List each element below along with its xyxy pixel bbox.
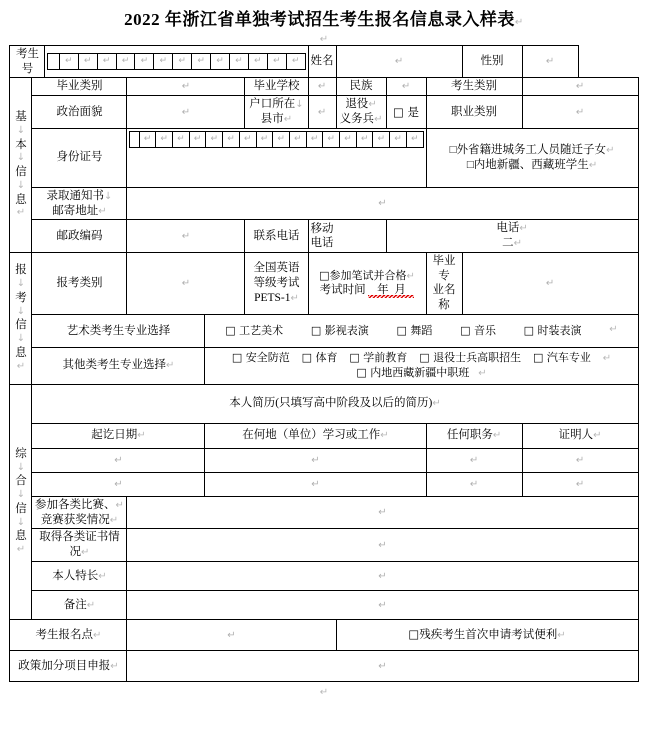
candidate-type-label: 考生类别	[426, 78, 522, 96]
empty-mark: ↵	[545, 278, 555, 290]
resume-header-position-text: 任何职务	[446, 429, 493, 442]
political-value[interactable]	[127, 96, 245, 129]
art-option-craft[interactable]: □ 工艺美术	[225, 323, 284, 337]
awards-label: 参加各类比赛、↵ 竞赛获奖情况↵	[32, 496, 127, 529]
migrant-checkbox-label: □外省籍进城务工人员随迁子女	[449, 144, 607, 157]
empty-mark: ↵	[235, 55, 243, 66]
resume-header-date: 起讫日期↵	[32, 423, 205, 448]
table-row-resume-title	[10, 384, 638, 423]
resume-cell-witness[interactable]	[522, 472, 638, 496]
exam-no-box[interactable]	[116, 53, 135, 70]
table-row-mailing-address	[10, 187, 638, 220]
id-box[interactable]	[222, 131, 239, 148]
empty-mark: ↵	[575, 478, 585, 490]
empty-mark: ↵	[114, 454, 123, 466]
id-box[interactable]	[322, 131, 339, 148]
phone2-label: 电话↵ 二↵	[386, 220, 638, 253]
table-row-certificates	[10, 529, 638, 562]
other-option-security[interactable]: □ 安全防范	[231, 351, 290, 365]
specialty-value[interactable]	[127, 562, 638, 591]
pets-exam-time-label: 考试时间	[319, 284, 366, 297]
empty-mark: ↵	[378, 599, 387, 611]
household-label-l2: 县市	[260, 113, 284, 126]
table-row-remark	[10, 591, 638, 620]
gender-value[interactable]	[522, 46, 578, 78]
grad-type-value[interactable]	[127, 78, 245, 96]
table-row-apply-type	[10, 253, 638, 315]
empty-mark: ↵	[317, 81, 327, 93]
empty-mark: ↵	[378, 507, 387, 519]
section-apply-label	[10, 253, 32, 385]
other-option-sports[interactable]: □ 体育	[301, 351, 338, 365]
table-row-art-majors	[10, 314, 638, 347]
empty-mark: ↵	[291, 55, 300, 66]
empty-mark: ↵	[243, 133, 252, 144]
section-apply-ch: 考 ↓	[15, 291, 27, 317]
resume-cell-position[interactable]	[426, 448, 522, 472]
remark-label-text: 备注	[63, 598, 87, 611]
section-basic-label	[10, 78, 32, 253]
section-comprehensive-label	[10, 384, 32, 619]
empty-mark: ↵	[378, 539, 387, 551]
grad-major-label-l2: 业名称	[432, 284, 456, 312]
section-comprehensive-ch: 信 ↓	[15, 502, 27, 528]
mobile-phone-label	[308, 220, 386, 253]
table-row-id-number	[10, 128, 638, 187]
id-box[interactable]	[306, 131, 323, 148]
bottom-spacer	[0, 682, 648, 698]
awards-label-l1: 参加各类比赛、	[35, 498, 116, 511]
registration-site-label-text: 考生报名点	[35, 628, 93, 641]
empty-mark: ↵	[469, 478, 479, 490]
policy-bonus-value[interactable]	[127, 651, 638, 682]
empty-mark: ↵	[272, 55, 281, 66]
id-box[interactable]	[389, 131, 406, 148]
resume-header-place-text: 在何地（单位）学习或工作	[242, 429, 381, 442]
household-label: 户口所在↓ 县市↵	[245, 96, 308, 129]
veteran-yes-checkbox[interactable]: □ 是	[386, 96, 426, 129]
empty-mark: ↵	[143, 133, 152, 144]
pets-label-l3: PETS-1	[254, 291, 291, 304]
empty-mark: ↵	[344, 133, 352, 144]
certificates-value[interactable]	[127, 529, 638, 562]
resume-header-witness-text: 证明人	[558, 429, 594, 442]
id-box[interactable]	[155, 131, 172, 148]
pets-written-exam-label: □参加笔试并合格	[319, 268, 407, 282]
art-option-music[interactable]: □ 音乐	[460, 323, 496, 337]
id-box[interactable]	[139, 131, 156, 148]
certificates-label: 取得各类证书情况↵	[32, 529, 127, 562]
grad-school-label: 毕业学校	[245, 78, 308, 96]
resume-cell-witness[interactable]	[522, 448, 638, 472]
resume-cell-place[interactable]	[205, 448, 426, 472]
pets-label-l1: 全国英语	[253, 262, 300, 275]
pets-written-exam-checkbox[interactable]: □参加笔试并合格↵	[319, 268, 415, 282]
registration-site-value[interactable]	[127, 620, 336, 651]
table-row-other-majors	[10, 347, 638, 384]
empty-mark: ↵	[310, 133, 319, 144]
empty-mark: ↵	[197, 55, 205, 66]
section-apply-ch: 息 ↵	[15, 346, 27, 372]
empty-mark: ↵	[210, 133, 219, 144]
id-label: 身份证号	[32, 128, 127, 187]
mail-address-value[interactable]	[127, 187, 638, 220]
art-option-dance[interactable]: □ 舞蹈	[396, 323, 433, 337]
candidate-type-value[interactable]	[522, 78, 638, 96]
specialty-label: 本人特长↵	[32, 562, 127, 591]
id-box[interactable]	[256, 131, 273, 148]
other-option-tibet-xinjiang-class[interactable]: □ 内地西藏新疆中职班	[356, 365, 470, 379]
political-label: 政治面貌	[32, 96, 127, 129]
empty-mark: ↵	[294, 133, 302, 144]
mobile-phone-label-l1: 移动	[310, 222, 334, 235]
empty-mark: ↵	[181, 278, 191, 290]
resume-header-date-text: 起讫日期	[91, 429, 138, 442]
grad-major-label	[426, 253, 462, 315]
empty-mark: ↵	[378, 660, 387, 672]
empty-mark: ↵	[83, 55, 92, 66]
certificates-label-text: 取得各类证书情况	[39, 531, 120, 559]
pilcrow-mark: ↵	[319, 34, 329, 45]
occupation-label: 职业类别	[426, 96, 522, 129]
ethnicity-label: 民族	[336, 78, 386, 96]
empty-mark: ↵	[193, 133, 202, 144]
table-row-political	[10, 96, 638, 129]
household-value[interactable]	[308, 96, 336, 129]
grad-major-value[interactable]	[462, 253, 638, 315]
id-box[interactable]	[289, 131, 306, 148]
art-major-label: 艺术类考生专业选择	[32, 314, 205, 347]
other-major-options-line2: □ 内地西藏新疆中职班 ↵	[356, 365, 487, 379]
policy-bonus-label-text: 政策加分项目申报	[18, 659, 111, 672]
empty-mark: ↵	[469, 454, 479, 466]
exam-no-box[interactable]	[97, 53, 116, 70]
apply-type-label: 报考类别	[32, 253, 127, 315]
postcode-label: 邮政编码	[32, 220, 127, 253]
disabled-accommodation-checkbox[interactable]: □残疾考生首次申请考试便利↵	[336, 620, 638, 651]
special-status-checkbox-group	[426, 128, 638, 187]
resume-cell-date[interactable]	[32, 472, 205, 496]
pets-detail-cell	[308, 253, 426, 315]
empty-mark: ↵	[317, 106, 327, 118]
veteran-label: 退役↵ 义务兵↵	[336, 96, 386, 129]
exam-no-box[interactable]	[78, 53, 97, 70]
veteran-label-l2: 义务兵	[339, 113, 375, 126]
contact-phone-label: 联系电话	[245, 220, 308, 253]
other-option-preschool-education[interactable]: □ 学前教育	[349, 351, 408, 365]
section-basic-ch: 基 ↓	[15, 111, 27, 136]
other-major-label-text: 其他类考生专业选择	[62, 359, 166, 372]
empty-mark: ↵	[401, 81, 411, 93]
section-comprehensive-ch: 合 ↓	[15, 475, 27, 501]
art-major-options-cell	[205, 314, 638, 347]
migrant-checkbox[interactable]: □外省籍进城务工人员随迁子女↵	[449, 144, 615, 157]
art-option-film-performance[interactable]: □ 影视表演	[310, 323, 369, 337]
other-major-options-line1: □ 安全防范 □ 体育 □ 学前教育 □ 退役士兵高职招生 □ 汽车专业 ↵	[231, 351, 612, 365]
occupation-value[interactable]	[522, 96, 638, 129]
section-basic-ch: 信 ↓	[15, 166, 27, 191]
mobile-phone-label-l2: 电话	[310, 237, 334, 250]
table-row-registration-site	[10, 620, 638, 651]
exam-no-box[interactable]	[134, 53, 153, 70]
empty-mark: ↵	[575, 454, 585, 466]
page-title	[0, 0, 648, 31]
empty-mark: ↵	[575, 81, 585, 93]
empty-mark: ↵	[575, 106, 585, 118]
exam-no-box[interactable]	[286, 53, 306, 70]
apply-type-value[interactable]	[127, 253, 245, 315]
resume-cell-place[interactable]	[205, 472, 426, 496]
id-box[interactable]	[356, 131, 373, 148]
other-major-label: 其他类考生专业选择↵	[32, 347, 205, 384]
table-row-resume-entry	[10, 472, 638, 496]
table-row-specialty	[10, 562, 638, 591]
grad-major-label-l1: 毕业专	[432, 255, 456, 282]
section-basic-ch: 息 ↵	[15, 193, 27, 219]
section-comprehensive-ch: 息 ↵	[15, 530, 27, 556]
section-apply-ch: 报 ↓	[15, 264, 27, 290]
empty-mark: ↵	[545, 56, 555, 68]
pets-label: 全国英语 等级考试 PETS-1↵	[245, 253, 308, 315]
pilcrow-mark: ↵	[319, 687, 329, 698]
table-row-exam-number	[10, 46, 638, 78]
table-row-awards	[10, 496, 638, 529]
empty-mark: ↵	[181, 106, 191, 118]
empty-mark: ↵	[216, 55, 224, 66]
resume-header-position: 任何职务↵	[426, 423, 522, 448]
registration-site-label: 考生报名点↵	[10, 620, 127, 651]
id-box-group[interactable]	[129, 131, 423, 148]
exam-no-boxes-cell	[45, 46, 308, 78]
exam-no-box[interactable]	[153, 53, 172, 70]
disabled-accommodation-label: □残疾考生首次申请考试便利	[408, 627, 558, 642]
mail-address-label-l2: 邮寄地址	[52, 204, 99, 217]
empty-mark: ↵	[254, 55, 262, 66]
table-row-policy-bonus	[10, 651, 638, 682]
page-title-text: 2022 年浙江省单独考试招生考生报名信息录入样表	[124, 10, 515, 29]
other-major-options-cell	[205, 347, 638, 384]
id-box[interactable]	[272, 131, 289, 148]
specialty-label-text: 本人特长	[52, 569, 99, 582]
name-label: 姓名	[308, 46, 336, 78]
pets-label-l2: 等级考试	[253, 277, 300, 290]
registration-form-table	[9, 45, 638, 682]
empty-mark: ↵	[311, 454, 320, 466]
other-option-automotive[interactable]: □ 汽车专业	[532, 351, 591, 365]
empty-mark: ↵	[260, 133, 269, 144]
empty-mark: ↵	[360, 133, 369, 144]
empty-mark: ↵	[177, 133, 185, 144]
exam-no-box[interactable]	[229, 53, 248, 70]
awards-value[interactable]	[127, 496, 638, 529]
exam-no-label: 考生号	[10, 46, 45, 78]
section-comprehensive-ch: 综 ↓	[15, 447, 27, 473]
remark-value[interactable]	[127, 591, 638, 620]
ethnicity-value[interactable]	[386, 78, 426, 96]
exam-no-box[interactable]	[47, 53, 58, 70]
pets-month-unit: 月	[394, 284, 406, 297]
empty-mark: ↵	[114, 478, 123, 490]
remark-label: 备注↵	[32, 591, 127, 620]
empty-mark: ↵	[140, 55, 149, 66]
table-row-graduation	[10, 78, 638, 96]
section-basic-ch: 本 ↓	[15, 138, 27, 164]
id-box[interactable]	[189, 131, 206, 148]
empty-mark: ↵	[159, 55, 168, 66]
gender-label: 性别	[462, 46, 522, 78]
exam-no-box[interactable]	[248, 53, 267, 70]
empty-mark: ↵	[311, 478, 320, 490]
empty-mark: ↵	[181, 230, 191, 242]
exam-no-box[interactable]	[191, 53, 210, 70]
id-box[interactable]	[372, 131, 389, 148]
pets-exam-time-row[interactable]	[311, 283, 424, 298]
empty-mark: ↵	[178, 55, 186, 66]
id-box[interactable]	[172, 131, 189, 148]
table-row-postcode-phone	[10, 220, 638, 253]
empty-mark: ↵	[121, 55, 130, 66]
empty-mark: ↵	[102, 55, 111, 66]
exam-no-box[interactable]	[172, 53, 191, 70]
pilcrow-mark: ↵	[514, 17, 524, 28]
empty-mark: ↵	[378, 198, 387, 210]
id-box[interactable]	[205, 131, 222, 148]
id-box[interactable]	[406, 131, 424, 148]
household-label-l1: 户口所在	[249, 98, 296, 111]
grad-school-value[interactable]	[308, 78, 336, 96]
other-option-veteran-vocational[interactable]: □ 退役士兵高职招生	[419, 351, 522, 365]
empty-mark: ↵	[227, 629, 236, 641]
xinjiang-tibet-checkbox-label: □内地新疆、西藏班学生	[466, 158, 589, 171]
empty-mark: ↵	[410, 133, 419, 144]
resume-header-witness: 证明人↵	[522, 423, 638, 448]
empty-mark: ↵	[394, 56, 404, 68]
table-row-resume-headers	[10, 423, 638, 448]
policy-bonus-label: 政策加分项目申报↵	[10, 651, 127, 682]
empty-mark: ↵	[181, 81, 191, 93]
id-box[interactable]	[129, 131, 138, 148]
awards-label-l2: 竞赛获奖情况	[40, 513, 110, 526]
resume-section-title: 本人简历(只填写高中阶段及以后的简历)↵	[32, 384, 638, 423]
resume-cell-date[interactable]	[32, 448, 205, 472]
section-apply-ch: 信 ↓	[15, 319, 27, 345]
empty-mark: ↵	[327, 133, 335, 144]
empty-mark: ↵	[277, 133, 285, 144]
resume-cell-position[interactable]	[426, 472, 522, 496]
phone2-label-l2: 二	[502, 237, 514, 250]
empty-mark: ↵	[377, 133, 386, 144]
xinjiang-tibet-checkbox[interactable]: □内地新疆、西藏班学生↵	[466, 158, 598, 171]
pets-exam-time-input[interactable]	[368, 284, 414, 300]
resume-header-place: 在何地（单位）学习或工作↵	[205, 423, 426, 448]
exam-no-box[interactable]	[210, 53, 229, 70]
exam-no-box-group[interactable]	[47, 53, 305, 70]
exam-no-box[interactable]	[59, 53, 78, 70]
veteran-label-l1: 退役	[345, 98, 369, 111]
id-boxes-cell	[127, 128, 426, 187]
mail-address-label-l1: 录取通知书	[46, 189, 104, 202]
table-row-resume-entry	[10, 448, 638, 472]
art-major-options: □ 工艺美术 □ 影视表演 □ 舞蹈 □ 音乐 □ 时装表演 ↵	[225, 323, 618, 337]
empty-mark: ↵	[394, 133, 402, 144]
postcode-value[interactable]	[127, 220, 245, 253]
name-value[interactable]	[336, 46, 462, 78]
empty-mark: ↵	[378, 570, 387, 582]
empty-mark: ↵	[227, 133, 235, 144]
empty-mark: ↵	[64, 55, 73, 66]
mail-address-label: 录取通知书↓ 邮寄地址↵	[32, 187, 127, 220]
pets-year-unit: 年	[377, 284, 389, 297]
empty-mark: ↵	[160, 133, 168, 144]
id-box[interactable]	[339, 131, 356, 148]
id-box[interactable]	[239, 131, 256, 148]
exam-no-box[interactable]	[267, 53, 286, 70]
grad-type-label: 毕业类别	[32, 78, 127, 96]
art-option-fashion-show[interactable]: □ 时装表演	[523, 323, 582, 337]
phone2-label-l1: 电话	[496, 222, 520, 235]
title-spacer	[0, 31, 648, 45]
resume-section-title-text: 本人简历(只填写高中阶段及以后的简历)	[229, 397, 433, 410]
